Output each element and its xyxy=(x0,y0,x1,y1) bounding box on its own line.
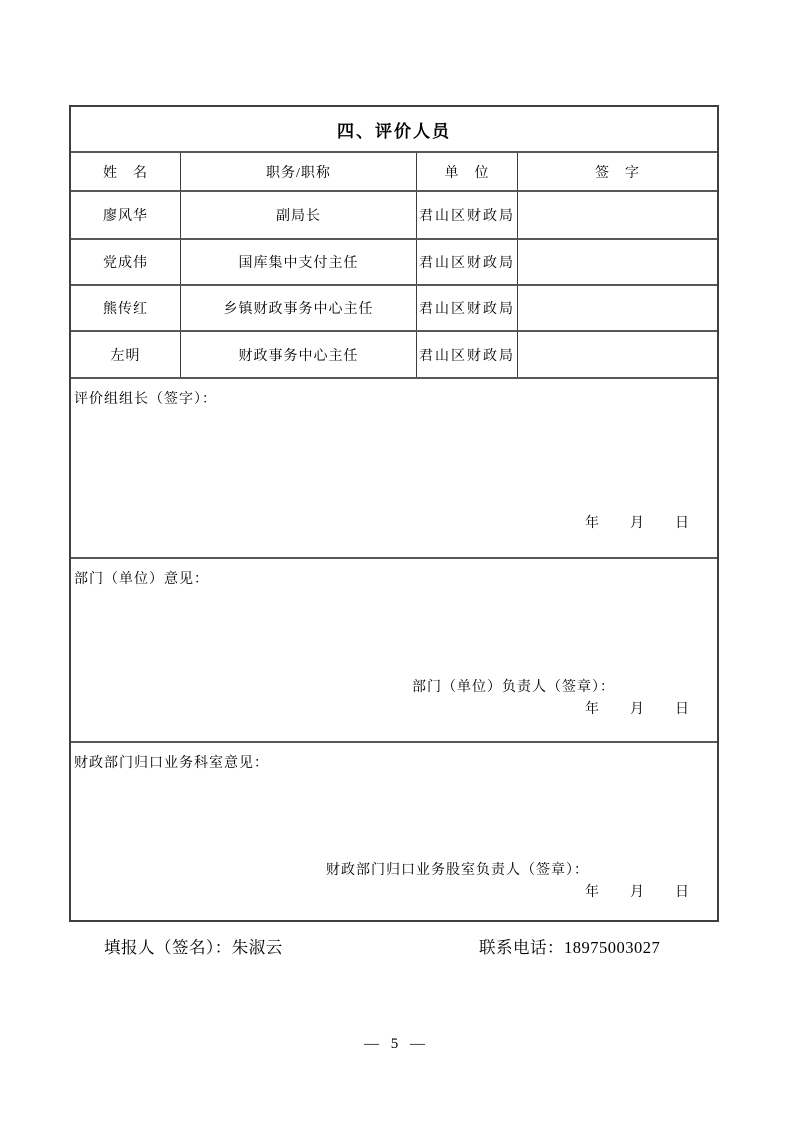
signer-line: 部门（单位）负责人（签章）： xyxy=(412,680,615,695)
signature-cell xyxy=(518,240,717,284)
name-cell: 熊传红 xyxy=(71,286,181,330)
table-row xyxy=(71,192,717,240)
date-line: 年 月 日 xyxy=(585,885,690,900)
position-cell: 乡镇财政事务中心主任 xyxy=(181,286,417,330)
table-row xyxy=(71,286,717,332)
signature-cell xyxy=(518,192,717,238)
section-evaluation-team-leader xyxy=(71,379,717,559)
filer-info-line xyxy=(0,934,793,958)
position-cell: 财政事务中心主任 xyxy=(181,332,417,377)
table-header-row xyxy=(71,153,717,192)
section-label: 评价组组长（签字）： xyxy=(74,392,217,407)
name-cell: 廖风华 xyxy=(71,192,181,238)
table-row xyxy=(71,240,717,286)
section-finance-office-opinion xyxy=(71,743,717,920)
column-header-name: 姓 名 xyxy=(71,153,181,190)
unit-cell: 君山区财政局 xyxy=(417,286,518,330)
table-title: 四、评价人员 xyxy=(71,107,717,153)
section-label: 财政部门归口业务科室意见： xyxy=(74,756,269,771)
date-line: 年 月 日 xyxy=(585,516,690,531)
section-label: 部门（单位）意见： xyxy=(74,572,209,587)
unit-cell: 君山区财政局 xyxy=(417,332,518,377)
section-date-block xyxy=(71,513,717,557)
signature-cell xyxy=(518,286,717,330)
position-cell: 副局长 xyxy=(181,192,417,238)
position-cell: 国库集中支付主任 xyxy=(181,240,417,284)
signer-line: 财政部门归口业务股室负责人（签章）： xyxy=(326,863,589,878)
column-header-position: 职务/职称 xyxy=(181,153,417,190)
section-date-block xyxy=(71,677,717,741)
unit-cell: 君山区财政局 xyxy=(417,240,518,284)
column-header-signature: 签 字 xyxy=(595,165,640,181)
name-cell: 党成伟 xyxy=(71,240,181,284)
contact-phone-label: 联系电话：18975003027 xyxy=(479,938,661,957)
evaluation-personnel-table xyxy=(69,105,719,922)
name-cell: 左明 xyxy=(71,332,181,377)
unit-cell: 君山区财政局 xyxy=(417,192,518,238)
section-department-opinion xyxy=(71,559,717,743)
date-line: 年 月 日 xyxy=(585,702,690,717)
page-number: — 5 — xyxy=(364,1036,429,1052)
signature-cell xyxy=(518,332,717,377)
section-date-block xyxy=(71,860,717,920)
table-row xyxy=(71,332,717,379)
filer-name-label: 填报人（签名）：朱淑云 xyxy=(104,938,283,957)
column-header-unit: 单 位 xyxy=(417,153,518,190)
